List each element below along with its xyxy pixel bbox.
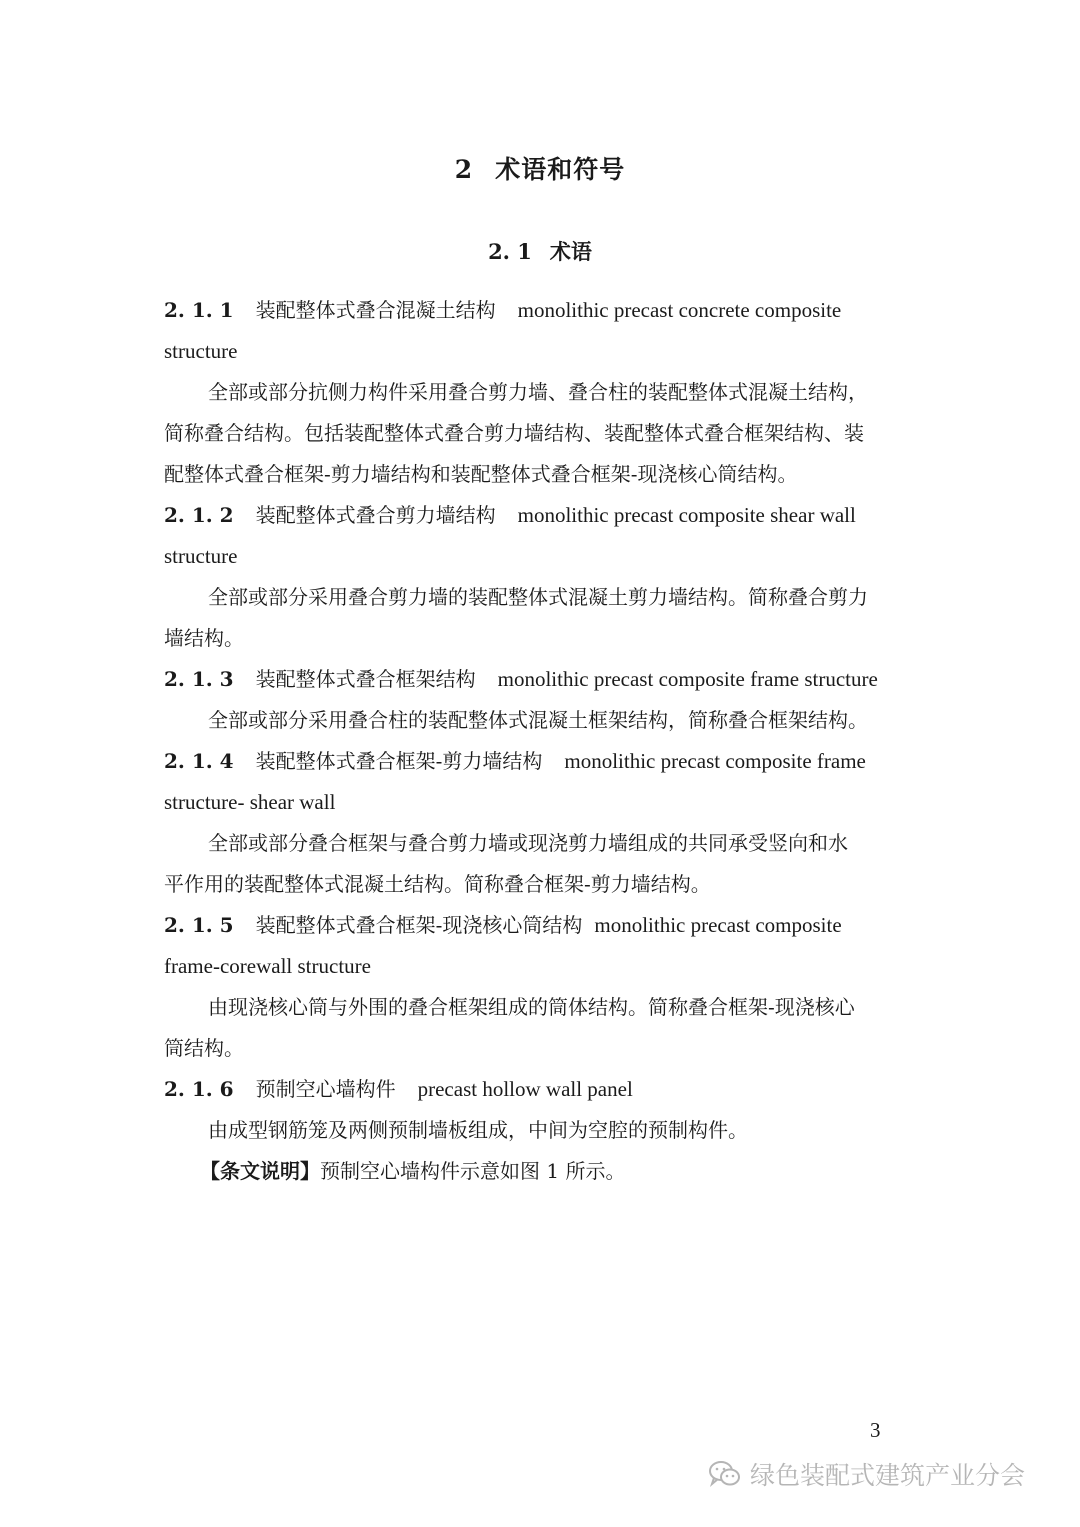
page-number: 3: [870, 1418, 881, 1442]
term-chinese: 装配整体式叠合框架结构: [255, 667, 476, 691]
term-english: monolithic precast composite: [594, 913, 842, 937]
term-number: 2. 1. 5: [164, 913, 234, 937]
term-heading: [164, 290, 920, 331]
term-heading: [164, 495, 920, 536]
term-english: monolithic precast composite frame structure: [497, 667, 878, 691]
term-definition-line: 全部或部分采用叠合柱的装配整体式混凝土框架结构，简称叠合框架结构。: [208, 708, 868, 732]
term-number: 2. 1. 3: [164, 667, 234, 691]
term-chinese: 装配整体式叠合框架-现浇核心筒结构: [255, 913, 583, 937]
term-definition-line: 全部或部分叠合框架与叠合剪力墙或现浇剪力墙组成的共同承受竖向和水: [208, 831, 848, 855]
term-definition-line: 由成型钢筋笼及两侧预制墙板组成，中间为空腔的预制构件。: [208, 1118, 748, 1142]
chapter-title-text: 术语和符号: [495, 155, 626, 184]
term-definition-line: 简称叠合结构。包括装配整体式叠合剪力墙结构、装配整体式叠合框架结构、装: [164, 421, 864, 445]
chapter-title: [0, 150, 1080, 186]
term-english: monolithic precast composite shear wall: [517, 503, 856, 527]
term-english-continued: structure- shear wall: [164, 790, 336, 814]
term-definition-line: 全部或部分抗侧力构件采用叠合剪力墙、叠合柱的装配整体式混凝土结构，: [208, 380, 868, 404]
term-heading: [164, 659, 920, 700]
term-definition-line: 筒结构。: [164, 1036, 244, 1060]
term-chinese: 装配整体式叠合混凝土结构: [255, 298, 496, 322]
section-title: [0, 236, 1080, 266]
clause-note: [164, 1151, 920, 1192]
term-chinese: 装配整体式叠合剪力墙结构: [255, 503, 496, 527]
term-english-continued: structure: [164, 544, 238, 568]
term-number: 2. 1. 4: [164, 749, 234, 773]
term-chinese: 预制空心墙构件: [255, 1077, 396, 1101]
term-number: 2. 1. 1: [164, 298, 234, 322]
wechat-icon: [708, 1459, 742, 1489]
section-number: 2. 1: [488, 239, 532, 264]
term-definition-line: 平作用的装配整体式混凝土结构。简称叠合框架-剪力墙结构。: [164, 872, 711, 896]
term-english: precast hollow wall panel: [417, 1077, 633, 1101]
section-title-text: 术语: [549, 239, 592, 264]
watermark-text: 绿色装配式建筑产业分会: [750, 1461, 1026, 1490]
watermark: [708, 1456, 1025, 1492]
term-english: monolithic precast concrete composite: [517, 298, 842, 322]
term-chinese: 装配整体式叠合框架-剪力墙结构: [255, 749, 543, 773]
term-english: monolithic precast composite frame: [564, 749, 866, 773]
term-number: 2. 1. 2: [164, 503, 234, 527]
clause-note-label: 【条文说明】: [200, 1159, 320, 1183]
term-heading: [164, 741, 920, 782]
term-definition-line: 墙结构。: [164, 626, 244, 650]
chapter-number: 2: [454, 155, 474, 184]
term-number: 2. 1. 6: [164, 1077, 234, 1101]
term-definition-line: 由现浇核心筒与外围的叠合框架组成的筒体结构。简称叠合框架-现浇核心: [208, 995, 855, 1019]
term-heading: [164, 905, 920, 946]
term-heading: [164, 1069, 920, 1110]
term-english-continued: frame-corewall structure: [164, 954, 371, 978]
terms-content: [164, 290, 920, 1192]
term-english-continued: structure: [164, 339, 238, 363]
term-definition-line: 配整体式叠合框架-剪力墙结构和装配整体式叠合框架-现浇核心筒结构。: [164, 462, 798, 486]
clause-note-text: 预制空心墙构件示意如图 1 所示。: [320, 1159, 626, 1183]
term-definition-line: 全部或部分采用叠合剪力墙的装配整体式混凝土剪力墙结构。简称叠合剪力: [208, 585, 868, 609]
